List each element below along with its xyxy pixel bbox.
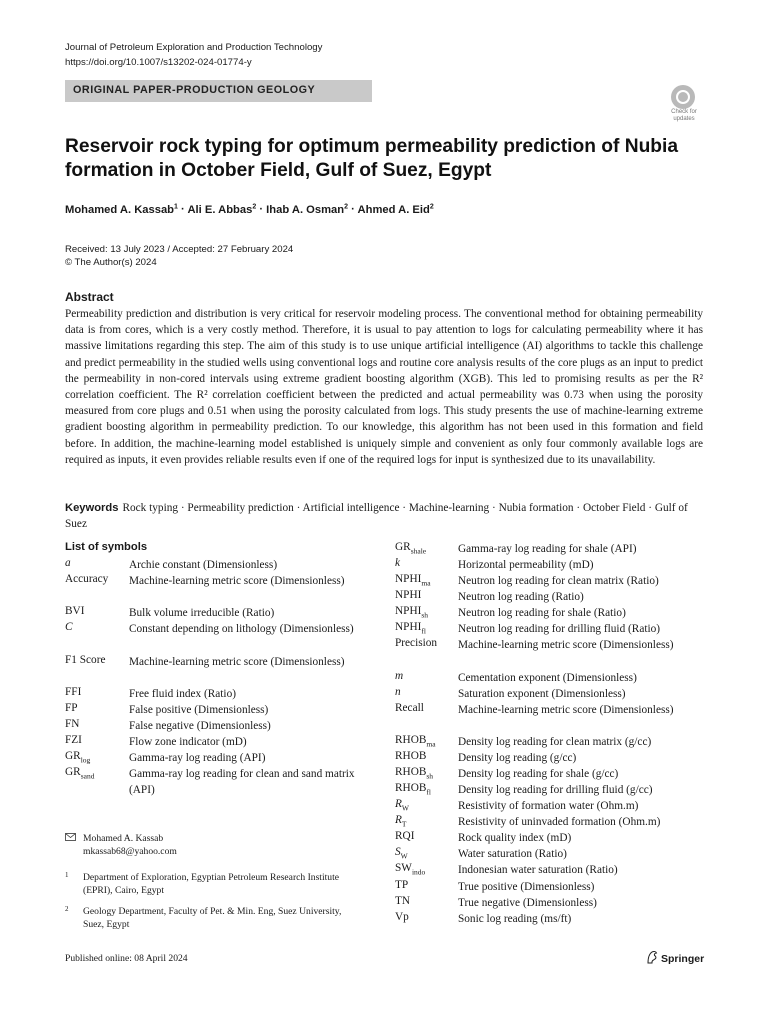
article-dates bbox=[65, 243, 293, 269]
symbol-description: Cementation exponent (Dimensionless) bbox=[458, 672, 637, 684]
symbol-term: $GR_{sand}$ bbox=[65, 766, 95, 781]
symbol-description: Machine-learning metric score (Dimensionless) bbox=[129, 575, 345, 587]
symbol-description: True negative (Dimensionless) bbox=[458, 897, 597, 909]
envelope-icon bbox=[65, 832, 76, 845]
symbol-description: Water saturation (Ratio) bbox=[458, 848, 567, 860]
symbol-description: Neutron log reading (Ratio) bbox=[458, 591, 584, 603]
symbol-term: TP bbox=[395, 879, 409, 891]
symbol-description: Machine-learning metric score (Dimensionless) bbox=[458, 639, 674, 651]
symbol-term: $R_W$ bbox=[395, 798, 409, 813]
symbol-description: Horizontal permeability (mD) bbox=[458, 559, 594, 571]
symbol-term: Precision bbox=[395, 637, 438, 649]
symbol-description: Gamma-ray log reading (API) bbox=[129, 752, 266, 764]
symbol-term: $GR_{log}$ bbox=[65, 750, 91, 765]
check-updates-icon bbox=[671, 85, 695, 109]
symbol-description: Bulk volume irreducible (Ratio) bbox=[129, 607, 275, 619]
symbol-description: Density log reading for shale (g/cc) bbox=[458, 768, 619, 780]
symbol-term: F1 Score bbox=[65, 654, 106, 666]
symbol-description: Resistivity of uninvaded formation (Ohm.m) bbox=[458, 816, 661, 828]
symbol-term: Recall bbox=[395, 702, 424, 714]
symbol-term: TN bbox=[395, 895, 411, 907]
symbol-term: $RHOB_{fl}$ bbox=[395, 782, 431, 797]
symbol-description: Constant depending on lithology (Dimensionless) bbox=[129, 623, 354, 635]
symbol-term: NPHI bbox=[395, 589, 422, 601]
corresponding-name: Mohamed A. Kassab bbox=[83, 833, 164, 844]
copyright: © The Author(s) 2024 bbox=[65, 257, 157, 268]
symbol-description: Rock quality index (mD) bbox=[458, 832, 572, 844]
symbol-term: Vp bbox=[395, 911, 409, 923]
symbol-term: n bbox=[395, 686, 401, 698]
springer-horse-icon bbox=[646, 950, 658, 964]
symbol-description: Neutron log reading for drilling fluid (Ratio) bbox=[458, 623, 661, 635]
symbols-heading: List of symbols bbox=[65, 541, 148, 553]
journal-header bbox=[65, 41, 322, 70]
abstract-text: Permeability prediction and distribution is very critical for reservoir modeling process. The conventional method for obtaining permeability data is from cores, which is a very costly method. Therefore, it is usual to pay attention to logs for calculating permeability where it has massive limitations regarding this step. The aim of this study is to use unique artificial intelligence (AI) algorithms to tackle this challenge and predict permeability in the studied wells using conventional logs and routine core analysis results of the core plugs as an input to predict the permeability in non-cored intervals using extreme gradient boosting algorithm (XGB). This led to promising results as per the R² correlation coefficient. The R² correlation coefficient between the predicted and actual permeability was 0.73 when using the porosity measured from core plugs and 0.51 when using the porosity calculated from logs. This study presents the use of machine-learning extreme gradient boosting algorithm in permeability prediction. To our knowledge, this algorithm has not been used in this formation and field before. In addition, the machine-learning model established is uniquely simple and convenient as only four commonly available logs are required as inputs, it even provides reliable results even if one of the required logs for input is synthesized due to its unavailability. bbox=[65, 308, 703, 466]
symbol-description: Gamma-ray log reading for clean and sand matrix (API) bbox=[129, 768, 355, 797]
symbol-term: m bbox=[395, 670, 404, 682]
symbol-term: FN bbox=[65, 718, 80, 730]
symbol-description: Gamma-ray log reading for shale (API) bbox=[458, 543, 637, 555]
symbol-description: Resistivity of formation water (Ohm.m) bbox=[458, 800, 639, 812]
symbol-term: $NPHI_{ma}$ bbox=[395, 573, 431, 588]
springer-logo: Springer bbox=[646, 950, 704, 965]
symbol-term: BVI bbox=[65, 605, 85, 617]
symbol-description: Density log reading for drilling fluid (g/cc) bbox=[458, 784, 653, 796]
author[interactable]: Ali E. Abbas$^2$ bbox=[187, 203, 257, 216]
symbol-description: False negative (Dimensionless) bbox=[129, 720, 271, 732]
symbol-description: Archie constant (Dimensionless) bbox=[129, 559, 278, 571]
doi-link[interactable]: https://doi.org/10.1007/s13202-024-01774-y bbox=[65, 56, 252, 68]
journal-name: Journal of Petroleum Exploration and Production Technology bbox=[65, 42, 323, 53]
author[interactable]: Ihab A. Osman$^2$ bbox=[266, 203, 348, 216]
symbol-term: $SW_{indo}$ bbox=[395, 862, 426, 877]
keywords bbox=[65, 500, 703, 532]
symbol-term: RQI bbox=[395, 830, 415, 842]
symbol-description: Flow zone indicator (mD) bbox=[129, 736, 247, 748]
keywords-list: Rock typing · Permeability prediction · Artificial intelligence · Machine-learning · Nubia formation · October Field · Gulf of Suez bbox=[65, 502, 688, 531]
article-title: Reservoir rock typing for optimum permeability prediction of Nubia formation in October Field, Gulf of Suez, Egypt bbox=[65, 136, 679, 181]
symbol-description: False positive (Dimensionless) bbox=[129, 704, 269, 716]
symbol-description: True positive (Dimensionless) bbox=[458, 881, 595, 893]
symbol-term: FFI bbox=[65, 686, 82, 698]
symbol-term: RHOB bbox=[395, 750, 427, 762]
symbol-term: $R_T$ bbox=[395, 814, 407, 829]
symbol-description: Saturation exponent (Dimensionless) bbox=[458, 688, 626, 700]
symbol-description: Machine-learning metric score (Dimensionless) bbox=[458, 704, 674, 716]
keywords-label: Keywords bbox=[65, 502, 119, 514]
symbol-description: Neutron log reading for shale (Ratio) bbox=[458, 607, 626, 619]
check-for-updates-badge[interactable]: Check for updates bbox=[664, 83, 704, 123]
corresponding-email[interactable]: mkassab68@yahoo.com bbox=[83, 846, 177, 857]
received-accepted: Received: 13 July 2023 / Accepted: 27 February 2024 bbox=[65, 244, 294, 255]
symbol-term: $GR_{shale}$ bbox=[395, 541, 427, 556]
author-list: Mohamed A. Kassab$^1$ · Ali E. Abbas$^2$ · Ihab A. Osman$^2$ · Ahmed A. Eid$^2$ bbox=[65, 203, 434, 216]
symbol-term: a bbox=[65, 557, 71, 569]
symbol-description: Machine-learning metric score (Dimensionless) bbox=[129, 656, 345, 668]
symbol-term: k bbox=[395, 557, 401, 569]
symbol-term: Accuracy bbox=[65, 573, 109, 585]
symbol-description: Sonic log reading (ms/ft) bbox=[458, 913, 572, 925]
symbol-term: FP bbox=[65, 702, 78, 714]
symbol-term: $NPHI_{fl}$ bbox=[395, 621, 426, 636]
symbol-description: Density log reading for clean matrix (g/cc) bbox=[458, 736, 652, 748]
category-banner bbox=[65, 80, 372, 102]
symbol-description: Density log reading (g/cc) bbox=[458, 752, 577, 764]
abstract-heading: Abstract bbox=[65, 290, 114, 304]
symbol-term: $RHOB_{ma}$ bbox=[395, 734, 436, 749]
symbol-term: $NPHI_{sh}$ bbox=[395, 605, 429, 620]
category-label: ORIGINAL PAPER-PRODUCTION GEOLOGY bbox=[73, 84, 316, 96]
symbol-term: $RHOB_{sh}$ bbox=[395, 766, 434, 781]
symbol-description: Free fluid index (Ratio) bbox=[129, 688, 236, 700]
symbol-description: Neutron log reading for clean matrix (Ratio) bbox=[458, 575, 659, 587]
symbol-term: C bbox=[65, 621, 73, 633]
published-date: Published online: 08 April 2024 bbox=[65, 953, 188, 964]
symbol-description: Indonesian water saturation (Ratio) bbox=[458, 864, 618, 876]
author[interactable]: Mohamed A. Kassab$^1$ bbox=[65, 203, 178, 216]
symbol-term: $S_W$ bbox=[395, 846, 408, 861]
author[interactable]: Ahmed A. Eid$^2$ bbox=[357, 203, 434, 216]
symbol-term: FZI bbox=[65, 734, 82, 746]
